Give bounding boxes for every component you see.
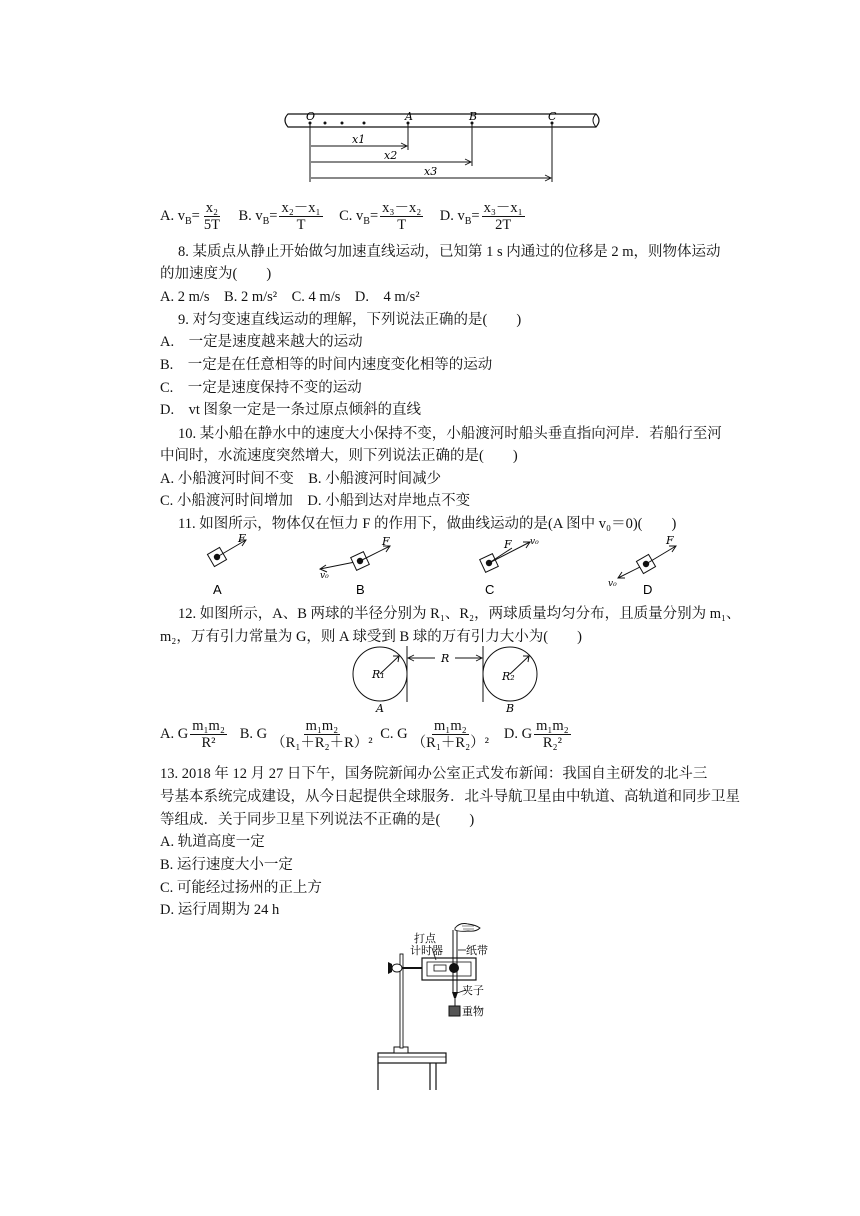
q12-option-a: A. G $\frac{\text{m₁m₂}}{\text{R²}}$ xyxy=(160,718,225,751)
q9-option-d: D. vt 图象一定是一条过原点倾斜的直线 xyxy=(160,402,421,418)
q12-option-c: C. G $\frac{\text{m₁m₂}}{\text{（R₁＋R₂）²}}$ xyxy=(380,718,489,751)
q11-diagram-a xyxy=(207,534,246,597)
q12-stem-line2: m₂，万有引力常量为 G，则 A 球受到 B 球的万有引力大小为( ) xyxy=(160,629,582,645)
q9-option-b: B. 一定是在任意相等的时间内速度变化相等的运动 xyxy=(160,357,493,373)
q12-stem-line1: 12. 如图所示，A、B 两球的半径分别为 R₁、R₂，两球质量均匀分布，且质量分别为 m₁、 xyxy=(178,606,741,622)
apparatus-tape-label: 纸带 xyxy=(466,944,488,957)
q9-option-c: C. 一定是速度保持不变的运动 xyxy=(160,380,362,396)
q12-label-r2: R₂ xyxy=(502,670,515,683)
tape-label-a: A xyxy=(405,110,413,123)
q11-label-d: D xyxy=(643,582,653,597)
tape-label-x1: x1 xyxy=(352,133,366,146)
q12-figure xyxy=(350,644,570,714)
q12-options xyxy=(160,718,573,751)
tape-label-x2: x2 xyxy=(384,149,398,162)
q7-option-c: C. $v_B=$ $\frac{\text{x₃－x₂}}{T}$ xyxy=(339,200,422,233)
q9-option-a: A. 一定是速度越来越大的运动 xyxy=(160,334,363,350)
q11-label-c: C xyxy=(485,582,495,597)
tape-figure xyxy=(280,110,610,186)
q13-option-c: C. 可能经过扬州的正上方 xyxy=(160,880,322,896)
q8-options: A. 2 m/s B. 2 m/s² C. 4 m/s D. 4 m/s² xyxy=(160,289,420,305)
q12-label-r1: R₁ xyxy=(372,668,385,681)
q11-c-v0-label: v₀ xyxy=(530,537,539,547)
q11-figure xyxy=(200,534,680,598)
apparatus-clip-label: 夹子 xyxy=(462,984,484,997)
q12-option-d: D. G $\frac{\text{m₁m₂}}{\text{R₂²}}$ xyxy=(503,718,569,751)
q11-label-b: B xyxy=(356,582,365,597)
q8-stem-line1: 8. 某质点从静止开始做匀加速直线运动，已知第 1 s 内通过的位移是 2 m，则物体运动 xyxy=(178,244,721,260)
q12-option-b: B. G $\frac{\text{m₁m₂}}{\text{（R₁＋R₂＋R）²}}$ xyxy=(239,718,373,751)
q9-stem: 9. 对匀变速直线运动的理解，下列说法正确的是( ) xyxy=(178,312,522,328)
apparatus-figure xyxy=(370,920,510,1092)
q13-option-b: B. 运行速度大小一定 xyxy=(160,857,293,873)
q11-diagram-d xyxy=(608,534,676,597)
q10-options-line1: A. 小船渡河时间不变 B. 小船渡河时间减少 xyxy=(160,471,442,487)
q10-stem-line1: 10. 某小船在静水中的速度大小保持不变，小船渡河时船头垂直指向河岸．若船行至河 xyxy=(178,426,722,442)
apparatus-weight-label: 重物 xyxy=(462,1005,484,1018)
tape-label-o: O xyxy=(306,110,316,123)
q11-stem: 11. 如图所示，物体仅在恒力 F 的作用下，做曲线运动的是(A 图中 v₀＝0)( ) xyxy=(178,516,677,532)
q12-label-ball-b: B xyxy=(506,702,515,714)
q11-c-force-label: F xyxy=(504,538,512,551)
q13-stem-line1: 13. 2018 年 12 月 27 日下午，国务院新闻办公室正式发布新闻：我国自主研发的北斗三 xyxy=(160,766,708,782)
tape-label-x3: x3 xyxy=(424,165,438,178)
q7-options xyxy=(160,200,527,233)
q12-label-distance: R xyxy=(441,652,450,665)
q10-stem-line2: 中间时，水流速度突然增大，则下列说法正确的是( ) xyxy=(160,448,518,464)
q11-b-v0-label: v₀ xyxy=(320,571,329,581)
q11-diagram-b xyxy=(320,535,390,597)
tape-label-c: C xyxy=(548,110,557,123)
q12-label-ball-a: A xyxy=(376,702,384,714)
q8-stem-line2: 的加速度为( ) xyxy=(160,266,272,282)
q11-d-force-label: F xyxy=(666,534,674,547)
apparatus-timer-label-1: 打点 xyxy=(414,932,436,945)
q11-b-force-label: F xyxy=(382,535,390,548)
q13-stem-line3: 等组成．关于同步卫星下列说法不正确的是( ) xyxy=(160,812,475,828)
q11-label-a: A xyxy=(213,582,222,597)
q7-option-b: B. $v_B=$ $\frac{\text{x₂－x₁}}{T}$ xyxy=(238,200,321,233)
q11-d-v0-label: v₀ xyxy=(608,579,617,589)
q7-option-a: A. $v_B=$ $\frac{\text{x₂}}{5T}$ xyxy=(160,200,220,233)
q7-option-d: D. $v_B=$ $\frac{\text{x₃－x₁}}{2T}$ xyxy=(439,200,523,233)
q13-option-d: D. 运行周期为 24 h xyxy=(160,902,280,918)
tape-label-b: B xyxy=(469,110,478,123)
q11-a-force-label: F xyxy=(238,534,246,545)
q13-stem-line2: 号基本系统完成建设，从今日起提供全球服务．北斗导航卫星由中轨道、高轨道和同步卫星 xyxy=(160,789,740,805)
q11-diagram-c xyxy=(480,537,539,597)
q10-options-line2: C. 小船渡河时间增加 D. 小船到达对岸地点不变 xyxy=(160,493,471,509)
q13-option-a: A. 轨道高度一定 xyxy=(160,834,265,850)
apparatus-timer-label-2: 计时器 xyxy=(410,944,443,957)
